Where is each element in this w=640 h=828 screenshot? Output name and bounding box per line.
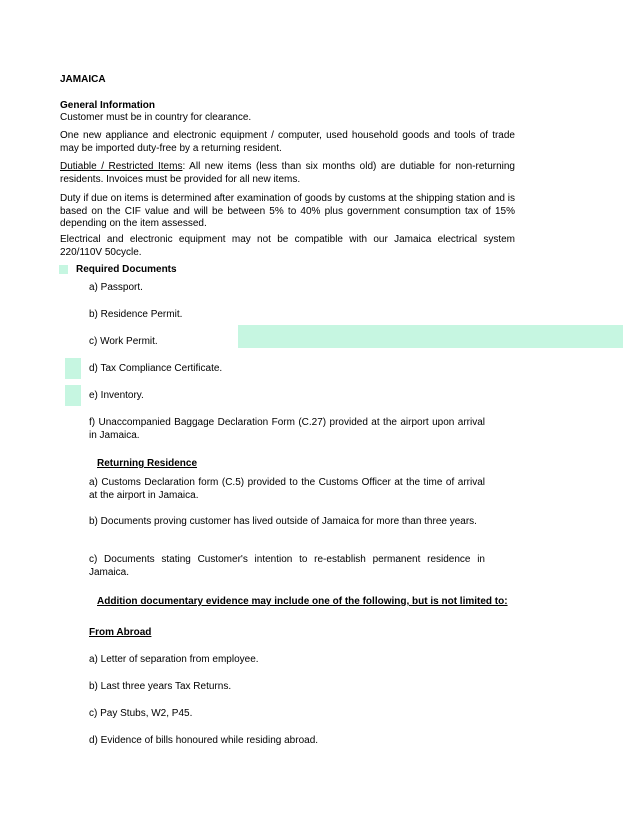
- required-doc-item: d) Tax Compliance Certificate.: [89, 363, 223, 374]
- additional-item: c) Pay Stubs, W2, P45.: [89, 708, 193, 719]
- highlight-band-work-permit: [238, 325, 623, 348]
- highlight-marker-tax: [65, 358, 81, 379]
- from-abroad-heading: From Abroad: [89, 627, 152, 638]
- required-docs-heading: Required Documents: [76, 264, 177, 275]
- additional-item: a) Letter of separation from employee.: [89, 654, 259, 665]
- required-doc-item: f) Unaccompanied Baggage Declaration Form (C.27) provided at the airport upon arrival in Jamaica.: [89, 417, 485, 441]
- additional-item: d) Evidence of bills honoured while residing abroad.: [89, 735, 319, 746]
- additional-heading: Addition documentary evidence may include one of the following, but is not limited to:: [97, 596, 508, 607]
- general-para4: Electrical and electronic equipment may not be compatible with our Jamaica electrical system 220/110V 50cycle.: [60, 234, 515, 258]
- general-para3: Duty if due on items is determined after examination of goods by customs at the shipping station and is based on the CIF value and will be between 5% to 40% plus government consumption tax of 15% depending on the item assessed.: [60, 193, 515, 229]
- required-doc-item: b) Residence Permit.: [89, 309, 183, 320]
- page-title: JAMAICA: [60, 74, 106, 85]
- dutiable-label: Dutiable / Restricted Items: [60, 161, 183, 172]
- dutiable-text: : All new items (less than six months old) are dutiable for non-returning residents. Invoices must be provided for all new items.: [60, 161, 515, 185]
- highlight-marker-required: [59, 265, 68, 274]
- returning-item: a) Customs Declaration form (C.5) provided to the Customs Officer at the time of arrival at the airport in Jamaica.: [89, 477, 485, 501]
- general-dutiable: [60, 161, 515, 186]
- general-heading: General Information: [60, 100, 156, 111]
- general-line1: Customer must be in country for clearance.: [60, 112, 252, 123]
- additional-item: b) Last three years Tax Returns.: [89, 681, 232, 692]
- required-doc-item: c) Work Permit.: [89, 336, 158, 347]
- returning-item: b) Documents proving customer has lived outside of Jamaica for more than three years.: [89, 516, 477, 527]
- required-doc-item: e) Inventory.: [89, 390, 144, 401]
- required-doc-item: a) Passport.: [89, 282, 143, 293]
- general-para1: One new appliance and electronic equipment / computer, used household goods and tools of trade may be imported duty-free by a returning resident.: [60, 130, 515, 154]
- returning-item: c) Documents stating Customer's intention to re-establish permanent residence in Jamaica.: [89, 554, 485, 578]
- highlight-marker-inventory: [65, 385, 81, 406]
- returning-heading: Returning Residence: [97, 458, 198, 469]
